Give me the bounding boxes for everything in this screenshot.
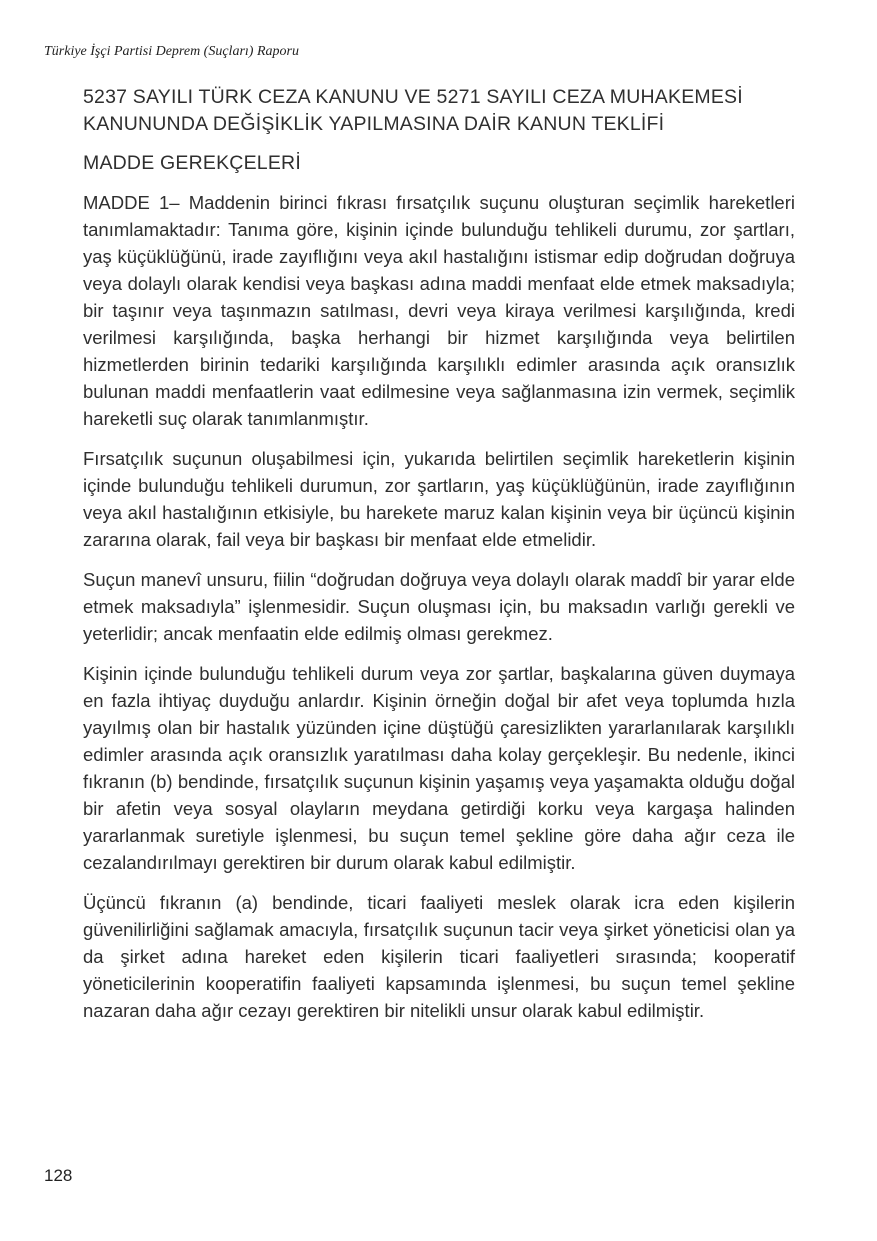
paragraph-madde-1: MADDE 1– Maddenin birinci fıkrası fırsatçılık suçunu oluşturan seçimlik hareketleri tanımlamaktadır: Tanıma göre, kişinin içinde bulunduğu tehlikeli durumu, zor şartları, yaş küçüklüğünü, irade zayıflığını veya akıl hastalığını istismar edip doğrudan doğruya veya dolaylı olarak kendisi veya başkası adına maddi menfaat elde etmek maksadıyla; bir taşınır veya taşınmazın satılması, devri veya kiraya verilmesi karşılığında, kredi verilmesi karşılığında, başka herhangi bir hizmet karşılığında veya belirtilen hizmetlerden birinin tedariki karşılığında karşılıklı edimler arasında açık oransızlık bulunan maddi menfaatlerin vaat edilmesine veya sağlanmasına izin vermek, seçimlik hareketli suç olarak tanımlanmıştır. xyxy=(83,192,795,429)
paragraph-ucuncu-fikra-a: Üçüncü fıkranın (a) bendinde, ticari faaliyeti meslek olarak icra eden kişilerin güvenilirliğini sağlamak amacıyla, fırsatçılık suçunun tacir veya şirket yöneticisi olan ya da şirket adına hareket eden kişilerin ticari faaliyetleri sırasında; kooperatif yöneticilerinin kooperatifin faaliyeti kapsamında işlenmesi, bu suçun temel şekline nazaran daha ağır cezayı gerektiren bir nitelikli unsur olarak kabul edilmiştir. xyxy=(83,892,795,1021)
page-number: 128 xyxy=(44,1166,73,1185)
document-title: 5237 SAYILI TÜRK CEZA KANUNU VE 5271 SAYILI CEZA MUHAKEMESİ KANUNUNDA DEĞİŞİKLİK YAPILMASINA DAİR KANUN TEKLİFİ xyxy=(83,86,743,135)
page-content xyxy=(83,84,795,1037)
section-heading: MADDE GEREKÇELERİ xyxy=(83,152,301,174)
running-header: Türkiye İşçi Partisi Deprem (Suçları) Raporu xyxy=(44,44,299,59)
paragraph-firsatcilik-olusma: Fırsatçılık suçunun oluşabilmesi için, yukarıda belirtilen seçimlik hareketlerin kişinin içinde bulunduğu tehlikeli durumun, zor şartların, yaş küçüklüğünün, irade zayıflığının veya akıl hastalığının etkisiyle, bu harekete maruz kalan kişinin veya bir üçüncü kişinin zararına olarak, fail veya bir başkası bir menfaat elde etmelidir. xyxy=(83,448,795,550)
paragraph-ikinci-fikra-b: Kişinin içinde bulunduğu tehlikeli durum veya zor şartlar, başkalarına güven duymaya en fazla ihtiyaç duyduğu anlardır. Kişinin örneğin doğal bir afet veya toplumda hızla yayılmış olan bir hastalık yüzünden içine düştüğü çaresizlikten yararlanılarak karşılıklı edimler arasında açık oransızlık yaratılması daha kolay gerçekleşir. Bu nedenle, ikinci fıkranın (b) bendinde, fırsatçılık suçunun kişinin yaşamış veya yaşamakta olduğu doğal bir afetin veya sosyal olayların meydana getirdiği korku veya kargaşa halinden yararlanmak suretiyle işlenmesi, bu suçun temel şekline göre daha ağır ceza ile cezalandırılmayı gerektiren bir durum olarak kabul edilmiştir. xyxy=(83,663,795,873)
paragraph-manevi-unsur: Suçun manevî unsuru, fiilin “doğrudan doğruya veya dolaylı olarak maddî bir yarar elde etmek maksadıyla” işlenmesidir. Suçun oluşması için, bu maksadın varlığı gerekli ve yeterlidir; ancak menfaatin elde edilmiş olması gerekmez. xyxy=(83,569,795,644)
